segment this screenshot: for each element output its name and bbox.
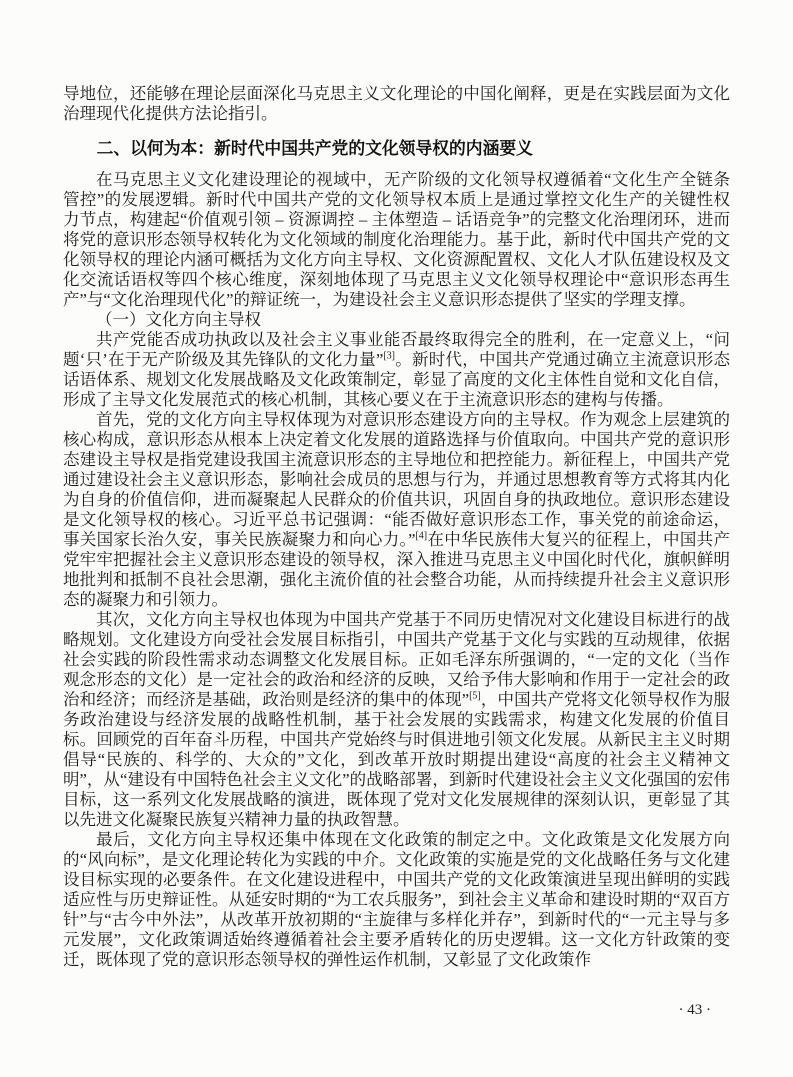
paragraph-first <box>63 410 730 610</box>
paragraph-text: 。新时代，中国共产党通过确立主流意识形态话语体系、规划文化发展战略及文化政策制定，彰显了高度的文化主体性自觉和文化自信，形成了主导文化发展范式的核心机制，其核心要义在于主流意识形态的建构与传播。 <box>63 350 730 409</box>
paragraph-second <box>63 610 730 830</box>
citation-ref-4: [4] <box>415 530 428 542</box>
paragraph-text: 首先，党的文化方向主导权体现为对意识形态建设方向的主导权。作为观念上层建筑的核心构成，意识形态从根本上决定着文化发展的道路选择与价值取向。中国共产党的意识形态建设主导权是指党建设我国主流意识形态的主导地位和把控能力。新征程上，中国共产党通过建设社会主义意识形态，影响社会成员的思想与行为，并通过思想教育等方式将其内化为自身的价值信仰，进而凝聚起人民群众的价值共识，巩固自身的执政地位。意识形态建设是文化领导权的核心。习近平总书记强调：“能否做好意识形态工作，事关党的前途命运，事关国家长治久安，事关民族凝聚力和向心力。” <box>63 410 730 549</box>
intro-paragraph: 在马克思主义文化建设理论的视域中，无产阶级的文化领导权遵循着“文化生产全链条管控”的发展逻辑。新时代中国共产党的文化领导权本质上是通过掌控文化生产的关键性权力节点，构建起“价值观引领 – 资源调控 – 主体塑造 – 话语竞争”的完整文化治理闭环，进而将党的意识形态领导权转化为文化领域的制度化治理能力。基于此，新时代中国共产党的文化领导权的理论内涵可概括为文化方向主导权、文化资源配置权、文化人才队伍建设权及文化交流话语权等四个核心维度，深刻地体现了马克思主义文化领导权理论中“意识形态再生产”与“文化治理现代化”的辩证统一，为建设社会主义意识形态提供了坚实的学理支撑。 <box>63 170 730 309</box>
page-number: · 43 · <box>678 1002 711 1018</box>
paragraph-text: 其次，文化方向主导权也体现为中国共产党基于不同历史情况对文化建设目标进行的战略规划。文化建设方向受社会发展目标指引，中国共产党基于文化与实践的互动规律，依据社会实践的阶段性需求动态调整文化发展目标。正如毛泽东所强调的，“一定的文化（当作观念形态的文化）是一定社会的政治和经济的反映，又给予伟大影响和作用于一定社会的政治和经济；而经济是基础，政治则是经济的集中的体现” <box>63 610 730 709</box>
subsection-heading: （一）文化方向主导权 <box>96 310 261 329</box>
citation-ref-5: [5] <box>469 690 481 702</box>
paragraph-text: ，中国共产党将文化领导权作为服务政治建设与经济发展的战略性机制，基于社会发展的实践需求，构建文化发展的价值目标。回顾党的百年奋斗历程，中国共产党始终与时俱进地引领文化发展。从新民主主义时期倡导“民族的、科学的、大众的”文化，到改革开放时期提出建设“高度的社会主义精神文明”，从“建设有中国特色社会主义文化”的战略部署，到新时代建设社会主义文化强国的宏伟目标，这一系列文化发展战略的演进，既体现了党对文化发展规律的深刻认识，更彰显了其以先进文化凝聚民族复兴精神力量的执政智慧。 <box>63 690 730 829</box>
paragraph-last: 最后，文化方向主导权还集中体现在文化政策的制定之中。文化政策是文化发展方向的“风向标”，是文化理论转化为实践的中介。文化政策的实施是党的文化战略任务与文化建设目标实现的必要条件。在文化建设进程中，中国共产党的文化政策演进呈现出鲜明的实践适应性与历史辩证性。从延安时期的“为工农兵服务”，到社会主义革命和建设时期的“双百方针”与“古今中外法”，从改革开放初期的“主旋律与多样化并存”，到新时代的“一元主导与多元发展”，文化政策调适始终遵循着社会主要矛盾转化的历史逻辑。这一文化方针政策的变迁，既体现了党的意识形态领导权的弹性运作机制，又彰显了文化政策作 <box>63 830 730 969</box>
paragraph-text: 在中华民族伟大复兴的征程上，中国共产党牢牢把握社会主义意识形态建设的领导权，深入推进马克思主义中国化时代化，旗帜鲜明地批判和抵制不良社会思潮，强化主流价值的社会整合功能，从而持续提升社会主义意识形态的凝聚力和引领力。 <box>63 530 731 609</box>
section-heading: 二、以何为本：新时代中国共产党的文化领导权的内涵要义 <box>96 139 533 158</box>
paragraph-overview <box>63 330 730 410</box>
citation-ref-3: [3] <box>383 350 395 362</box>
continuation-paragraph: 导地位，还能够在理论层面深化马克思主义文化理论的中国化阐释，更是在实践层面为文化治理现代化提供方法论指引。 <box>63 84 730 123</box>
paragraph-text: 共产党能否成功执政以及社会主义事业能否最终取得完全的胜利，在一定意义上，“问题‘只’在于无产阶级及其先锋队的文化力量” <box>63 330 730 369</box>
